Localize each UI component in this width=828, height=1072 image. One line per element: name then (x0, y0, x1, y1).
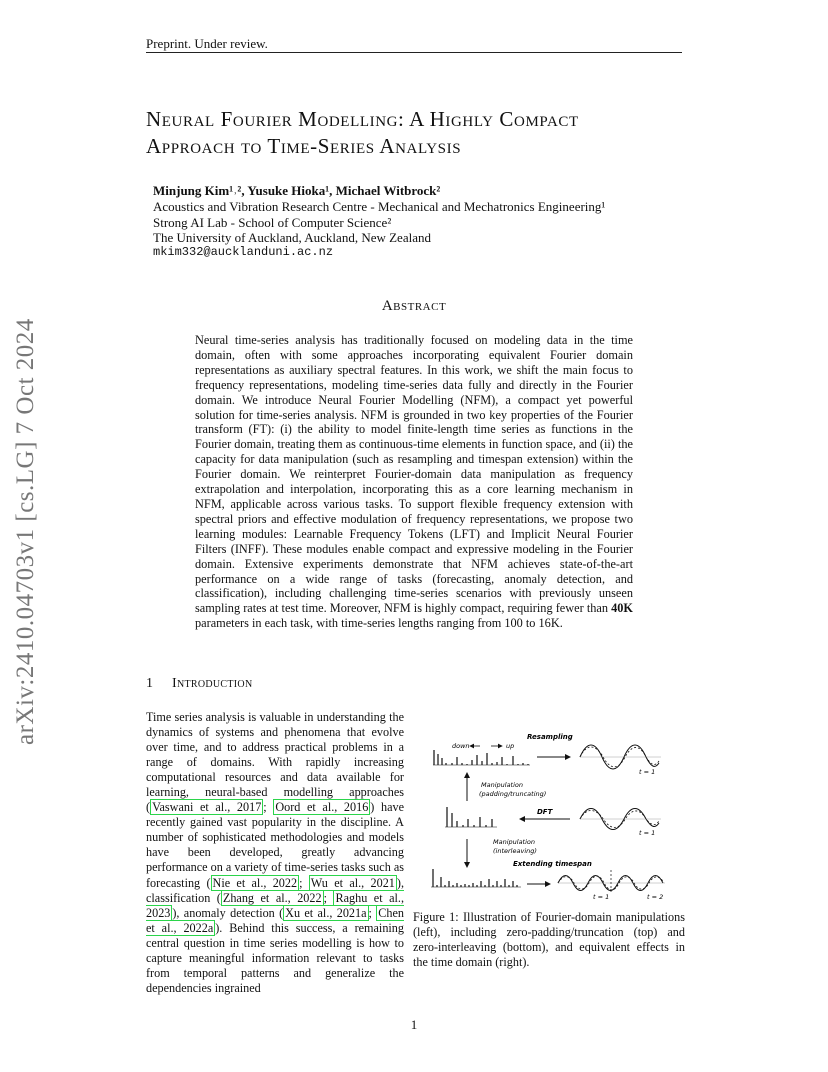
figure-1-illustration (425, 727, 695, 907)
affiliation-2: Strong AI Lab - School of Computer Science² (153, 215, 392, 230)
t-label-bottom-1: t = 1 (593, 893, 610, 901)
intro-text: ), classification ( (146, 875, 404, 905)
intro-text: ), anomaly detection ( (172, 905, 284, 920)
spectrum-bars-top (434, 750, 528, 765)
intro-paragraph (146, 710, 404, 996)
author-email[interactable]: mkim332@aucklanduni.ac.nz (153, 245, 334, 259)
section-heading (146, 676, 252, 692)
intro-text: ; (323, 890, 334, 905)
figure-caption: Figure 1: Illustration of Fourier-domain manipulations (left), including zero-padding/truncation (top) and zero-interleaving (bottom), and equivalent effects in the time domain (right). (413, 910, 685, 970)
header-rule (146, 52, 682, 53)
manipulation-label-2: Manipulation (493, 838, 536, 846)
arxiv-sidebar-id: arXiv:2410.04703v1 [cs.LG] 7 Oct 2024 (12, 318, 39, 745)
page-number: 1 (410, 1017, 418, 1032)
affiliation-3: The University of Auckland, Auckland, New Zealand (153, 230, 431, 245)
intro-text: ). Behind this success, a remaining central question in time series modelling is how to capture meaningful information relevant to tasks from temporal patterns and generalize the dependencies ingrained (146, 920, 404, 995)
extending-timespan-label: Extending timespan (513, 860, 592, 868)
author-list: Minjung Kim¹˒², Yusuke Hioka¹, Michael Witbrock² (153, 183, 441, 198)
t-label-bottom-2: t = 2 (647, 893, 664, 901)
intro-text: ; (368, 905, 377, 920)
intro-text: ) have recently gained vast popularity in the discipline. A number of sophisticated methodologies and models have been developed, greatly advancing performance on a variety of time-series tasks such as forecasting ( (146, 800, 404, 890)
spectrum-bars-bottom (433, 869, 517, 887)
running-header: Preprint. Under review. (146, 36, 268, 51)
manipulation-detail-2: (interleaving) (493, 847, 537, 855)
t-label-top: t = 1 (639, 768, 656, 776)
citation-link[interactable]: Oord et al., 2016 (275, 800, 369, 815)
citation-link[interactable]: Wu et al., 2021 (310, 875, 395, 890)
title-line-2: Approach to Time-Series Analysis (146, 134, 462, 158)
citation-link[interactable]: Zhang et al., 2022 (222, 890, 322, 905)
section-number: 1 (146, 676, 153, 691)
down-label: down (452, 742, 470, 750)
intro-text: ; (299, 875, 309, 890)
up-label: up (506, 742, 515, 750)
spectrum-bars-mid (447, 807, 492, 827)
intro-text: ; (263, 800, 274, 815)
abstract-heading: Abstract (381, 298, 447, 314)
t-label-mid: t = 1 (639, 829, 656, 837)
citation-link[interactable]: Raghu et al., 2023 (146, 890, 404, 920)
manipulation-detail-1: (padding/truncating) (479, 790, 547, 798)
citation-link[interactable]: Vaswani et al., 2017 (152, 800, 262, 815)
resampling-label: Resampling (527, 733, 573, 741)
dft-label: DFT (537, 808, 553, 816)
abstract-text-2: parameters in each task, with time-series lengths ranging from 100 to 16K. (195, 616, 563, 631)
manipulation-label-1: Manipulation (481, 781, 524, 789)
section-title: Introduction (172, 676, 253, 691)
intro-text: Time series analysis is valuable in understanding the dynamics of systems and phenomena that evolve over time, and to address practical problems in a range of domains. With rapidly increasing computational resources and data available for learning, neural-based modelling approaches ( (146, 710, 404, 815)
citation-link[interactable]: Nie et al., 2022 (212, 875, 298, 890)
title-line-1: Neural Fourier Modelling: A Highly Compact (146, 107, 579, 131)
abstract-bold-number: 40K (611, 601, 633, 616)
abstract-body (195, 333, 633, 631)
abstract-text-1: Neural time-series analysis has traditionally focused on modeling data in the time domain, often with some approaches incorporating equivalent Fourier domain representations as auxiliary spectral features. In this work, we shift the main focus to frequency representations, modeling time-series data fully and directly in the Fourier domain. We introduce Neural Fourier Modelling (NFM), a compact yet powerful solution for time-series analysis. NFM is grounded in two key properties of the Fourier transform (FT): (i) the ability to model finite-length time series as functions in the Fourier domain, treating them as continuous-time elements in function space, and (ii) the capacity for data manipulation (such as resampling and timespan extension) within the Fourier domain. We reinterpret Fourier-domain data manipulation as frequency extrapolation and interpolation, incorporating this as a core learning mechanism in NFM, applicable across various tasks. To support flexible frequency extension with spectral priors and effective modulation of frequency representations, we propose two learning modules: Learnable Frequency Tokens (LFT) and Implicit Neural Fourier Filters (INFF). These modules enable compact and expressive modeling in the Fourier domain. Extensive experiments demonstrate that NFM achieves state-of-the-art performance on a wide range of tasks (forecasting, anomaly detection, and classification), including challenging time-series scenarios with previously unseen sampling rates at test time. Moreover, NFM is highly compact, requiring fewer than (195, 333, 633, 616)
citation-link[interactable]: Chen et al., 2022a (146, 905, 404, 935)
citation-link[interactable]: Xu et al., 2021a (285, 905, 367, 920)
affiliation-1: Acoustics and Vibration Research Centre - Mechanical and Mechatronics Engineering¹ (153, 199, 606, 214)
paper-title (146, 106, 706, 160)
